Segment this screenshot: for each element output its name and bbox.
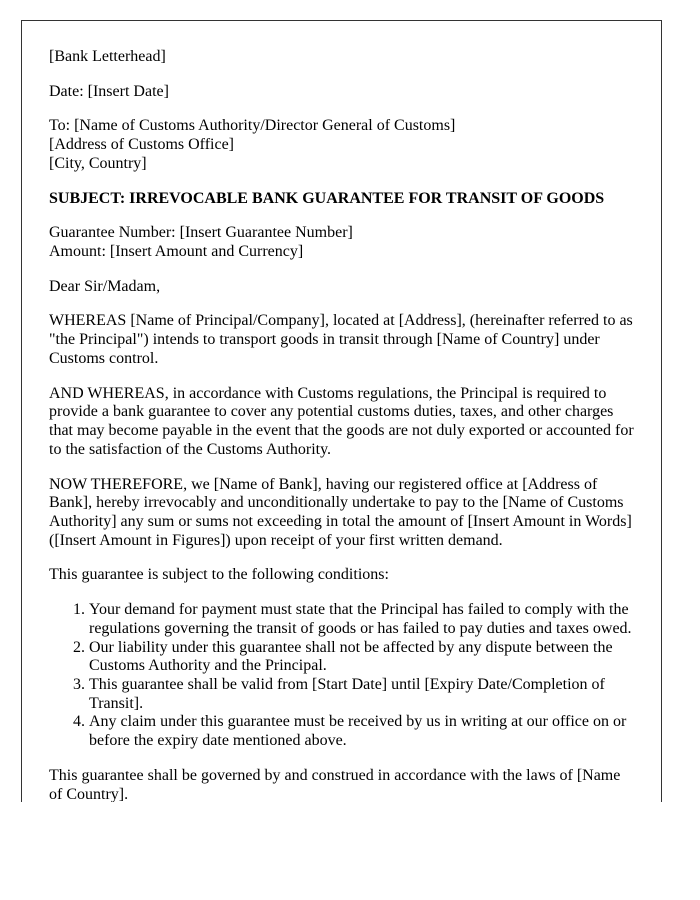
letterhead-line: [Bank Letterhead] <box>49 48 166 65</box>
condition-item: 4. Any claim under this guarantee must be received by us in writing at our office on or before the expiry date mentioned above. <box>89 713 635 750</box>
condition-item: 2. Our liability under this guarantee shall not be affected by any dispute between the Customs Authority and the Principal. <box>89 639 635 676</box>
subject-line: SUBJECT: IRREVOCABLE BANK GUARANTEE FOR TRANSIT OF GOODS <box>49 189 605 207</box>
guarantee-details <box>49 224 635 261</box>
conditions-intro: This guarantee is subject to the following conditions: <box>49 566 389 584</box>
letter-frame <box>21 20 662 802</box>
paragraph-and-whereas: AND WHEREAS, in accordance with Customs regulations, the Principal is required to provide a bank guarantee to cover any potential customs duties, taxes, and other charges that may become payable in the event that the goods are not duly exported or accounted for to the satisfaction of the Customs Authority. <box>49 384 634 458</box>
amount-line: Amount: [Insert Amount and Currency] <box>49 243 304 261</box>
recipient-line: [Address of Customs Office] <box>49 136 235 154</box>
salutation: Dear Sir/Madam, <box>49 277 161 295</box>
recipient-line: [City, Country] <box>49 154 147 172</box>
date-line: Date: [Insert Date] <box>49 82 169 100</box>
condition-item: 1. Your demand for payment must state that the Principal has failed to comply with the regulations governing the transit of goods or has failed to pay duties and taxes owed. <box>89 601 635 638</box>
paragraph-now-therefore: NOW THEREFORE, we [Name of Bank], having our registered office at [Address of Bank], hereby irrevocably and unconditionally undertake to pay to the [Name of Customs Authority] any sum or sums not exceeding in total the amount of [Insert Amount in Words] ([Insert Amount in Figures]) upon receipt of your first written demand. <box>49 475 632 549</box>
conditions-list <box>49 601 635 751</box>
closing-paragraph: This guarantee shall be governed by and construed in accordance with the laws of [Name of Country]. <box>49 766 621 802</box>
recipient-line: To: [Name of Customs Authority/Director General of Customs] <box>49 117 456 135</box>
paragraph-whereas: WHEREAS [Name of Principal/Company], located at [Address], (hereinafter referred to as "the Principal") intends to transport goods in transit through [Name of Country] under Customs control. <box>49 312 633 367</box>
condition-item: 3. This guarantee shall be valid from [Start Date] until [Expiry Date/Completion of Transit]. <box>89 676 635 713</box>
recipient-address <box>49 117 635 173</box>
guarantee-number-line: Guarantee Number: [Insert Guarantee Number] <box>49 224 353 242</box>
